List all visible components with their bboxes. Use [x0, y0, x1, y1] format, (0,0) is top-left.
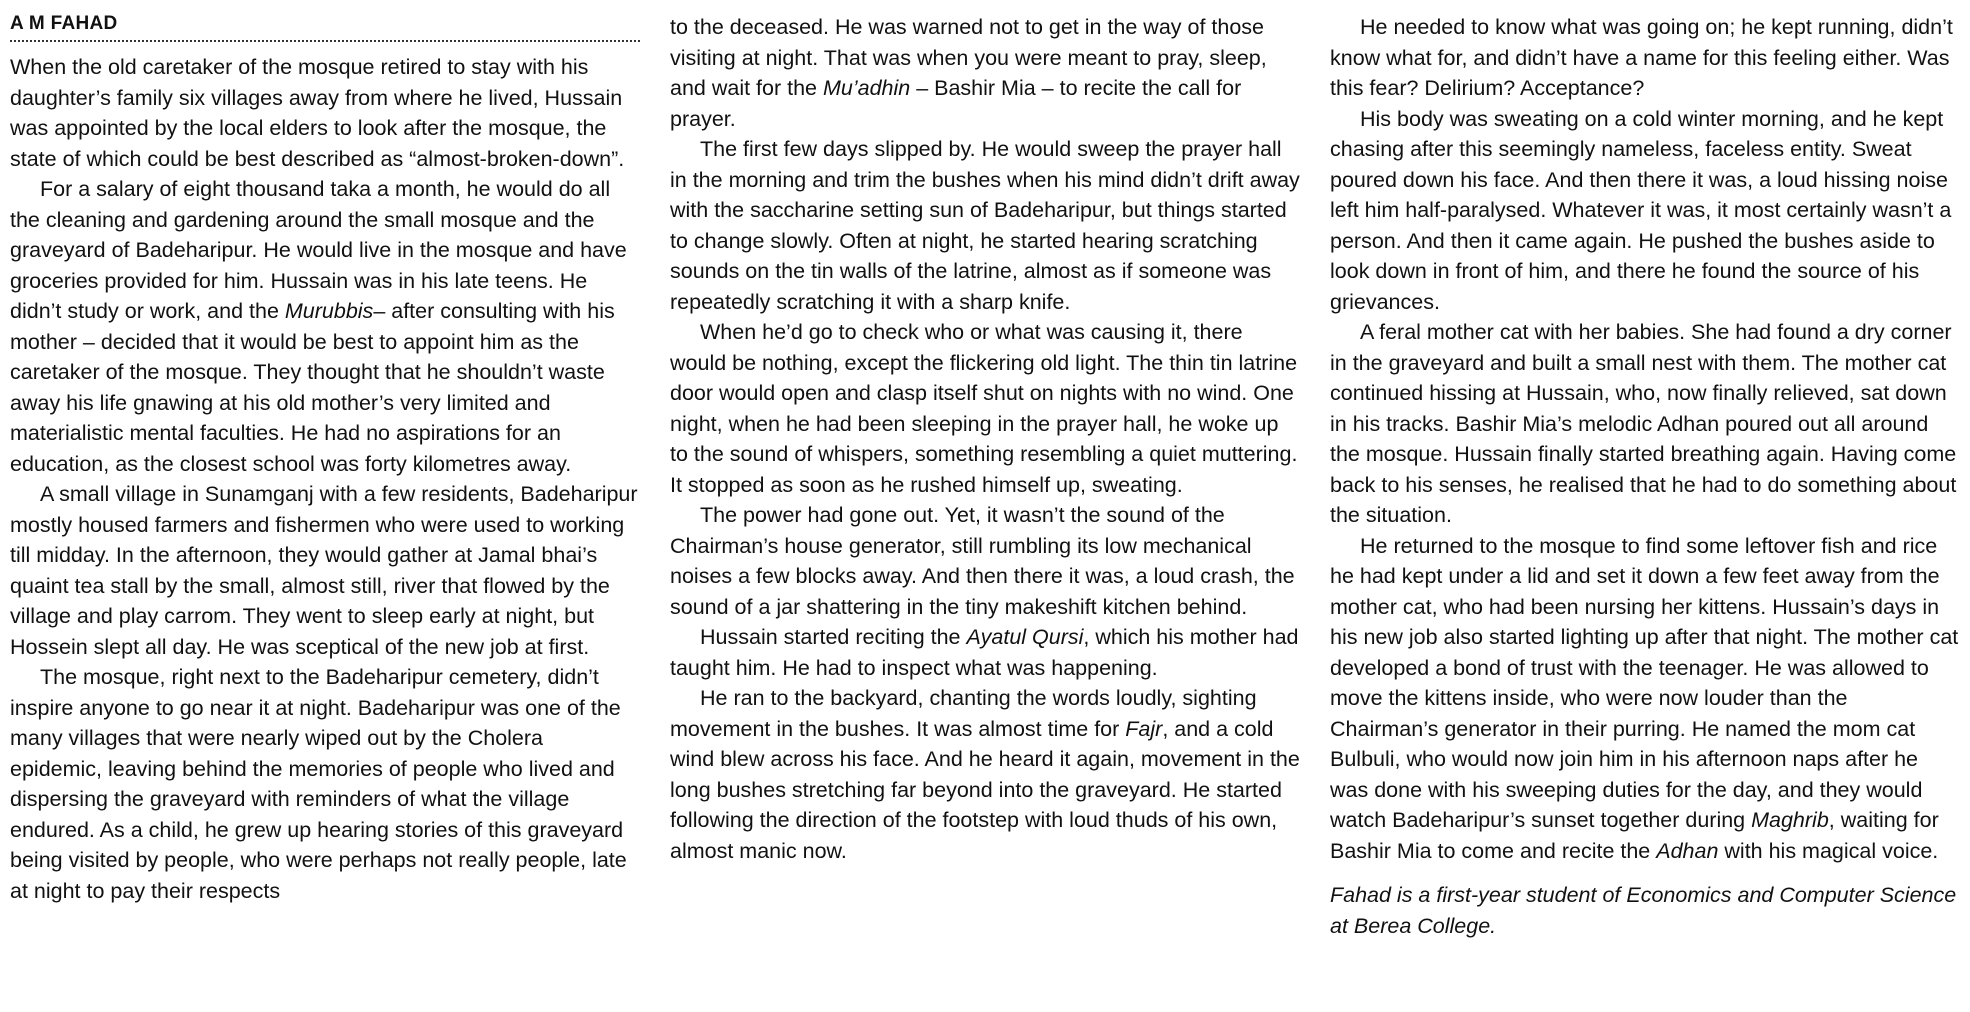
byline-divider	[10, 40, 640, 42]
text-run: He returned to the mosque to find some leftover fish and rice he had kept under a lid and set it down a few feet away from the mother cat, who had been nursing her kittens. Hussain’s days in his new job also started lighting up after that night. The mother cat developed a bond of trust with the teenager. He was allowed to move the kittens inside, who were now louder than the Chairman’s generator in their purring. He named the mom cat Bulbuli, who would now join him in his afternoon naps after he was done with his sweeping duties for the day, and they would watch Badeharipur’s sunset together during	[1330, 533, 1959, 832]
text-run: The first few days slipped by. He would sweep the prayer hall in the morning and trim the bushes when his mind didn’t drift away with the saccharine setting sun of Badeharipur, but things started to change slowly. Often at night, he started hearing scratching sounds on the tin walls of the latrine, almost as if someone was repeatedly scratching it with a sharp knife.	[670, 137, 1300, 314]
text-run: He needed to know what was going on; he kept running, didn’t know what for, and didn’t have a name for this feeling either. Was this fear? Delirium? Acceptance?	[1330, 15, 1953, 100]
article-paragraph	[670, 500, 1300, 622]
text-run: – Bashir Mia – to recite the call for prayer.	[670, 76, 1242, 131]
italic-term: Fajr	[1125, 716, 1163, 741]
italic-term: Ayatul Qursi	[966, 625, 1084, 649]
article-paragraph	[670, 12, 1300, 134]
article-page	[10, 12, 1960, 1002]
article-paragraph	[670, 622, 1300, 683]
article-paragraph	[1330, 531, 1960, 867]
text-run: to the deceased. He was warned not to get in the way of those visiting at night. That was when you were meant to pray, sleep, and wait for the	[670, 15, 1267, 100]
text-run: When he’d go to check who or what was causing it, there would be nothing, except the flickering old light. The thin tin latrine door would open and clasp itself shut on nights with no wind. One night, when he had been sleeping in the prayer hall, he woke up to the sound of whispers, something resembling a quiet muttering. It stopped as soon as he rushed himself up, sweating.	[670, 320, 1298, 497]
text-run: A small village in Sunamganj with a few residents, Badeharipur mostly housed farmers and fishermen who were used to working till midday. In the afternoon, they would gather at Jamal bhai’s quaint tea stall by the small, almost still, river that flowed by the village and play carrom. They went to sleep early at night, but Hossein slept all day. He was sceptical of the new job at first.	[10, 482, 638, 659]
article-paragraph	[10, 662, 640, 906]
text-run: The power had gone out. Yet, it wasn’t the sound of the Chairman’s house generator, still rumbling its low mechanical noises a few blocks away. And then there it was, a loud crash, the sound of a jar shattering in the tiny makeshift kitchen behind.	[670, 503, 1295, 619]
column-body	[10, 52, 640, 906]
article-paragraph	[670, 683, 1300, 866]
italic-term: Adhan	[1656, 838, 1719, 863]
article-column-3	[1330, 12, 1960, 1002]
text-run: Hussain started reciting the	[700, 625, 967, 649]
article-paragraph	[10, 52, 640, 174]
article-paragraph	[1330, 104, 1960, 318]
column-body	[670, 12, 1300, 866]
text-run: , waiting for Bashir Mia to come and recite the	[1330, 808, 1939, 863]
text-run: When the old caretaker of the mosque retired to stay with his daughter’s family six villages away from where he lived, Hussain was appointed by the local elders to look after the mosque, the state of which could be best described as “almost-broken-down”.	[10, 55, 625, 171]
article-paragraph	[10, 479, 640, 662]
article-paragraph	[10, 174, 640, 479]
text-run: , which his mother had taught him. He had to inspect what was happening.	[670, 625, 1299, 680]
text-run: A feral mother cat with her babies. She had found a dry corner in the graveyard and built a small nest with them. The mother cat continued hissing at Hussain, who, now finally relieved, sat down in his tracks. Bashir Mia’s melodic Adhan poured out all around the mosque. Hussain finally started breathing again. Having come back to his senses, he realised that he had to do something about the situation.	[1330, 320, 1957, 527]
author-credit: Fahad is a first-year student of Economics and Computer Science at Berea College.	[1330, 883, 1957, 938]
article-column-1	[10, 12, 640, 1002]
text-run: The mosque, right next to the Badeharipur cemetery, didn’t inspire anyone to go near it at night. Badeharipur was one of the many villages that were nearly wiped out by the Cholera epidemic, leaving behind the memories of people who lived and dispersing the graveyard with reminders of what the village endured. As a child, he grew up hearing stories of this graveyard being visited by people, who were perhaps not really people, late at night to pay their respects	[10, 665, 627, 903]
article-paragraph	[1330, 12, 1960, 104]
italic-term: Murubbis	[284, 299, 374, 323]
article-paragraph	[670, 134, 1300, 317]
column-body	[1330, 12, 1960, 866]
text-run: , and a cold wind blew across his face. And he heard it again, movement in the long bushes stretching far beyond into the graveyard. He started following the direction of the footstep with loud thuds of his own, almost manic now.	[670, 716, 1300, 863]
article-paragraph	[670, 317, 1300, 500]
text-run: – after consulting with his mother – decided that it would be best to appoint him as the caretaker of the mosque. They thought that he shouldn’t waste away his life gnawing at his old mother’s very limited and materialistic mental faculties. He had no aspirations for an education, as the closest school was forty kilometres away.	[10, 299, 615, 476]
article-paragraph	[1330, 317, 1960, 531]
text-run: His body was sweating on a cold winter morning, and he kept chasing after this seemingly nameless, faceless entity. Sweat poured down his face. And then there it was, a loud hissing noise left him half-paralysed. Whatever it was, it most certainly wasn’t a person. And then it came again. He pushed the bushes aside to look down in front of him, and there he found the source of his grievances.	[1330, 106, 1952, 314]
text-run: He ran to the backyard, chanting the words loudly, sighting movement in the bushes. It was almost time for	[670, 686, 1257, 741]
article-column-2	[670, 12, 1300, 1002]
italic-term: Mu’adhin	[822, 76, 911, 100]
author-byline: A M FAHAD	[10, 13, 118, 34]
text-run: with his magical voice.	[1718, 838, 1939, 863]
italic-term: Maghrib	[1751, 808, 1829, 832]
text-run: For a salary of eight thousand taka a month, he would do all the cleaning and gardening around the small mosque and the graveyard of Badeharipur. He would live in the mosque and have groceries provided for him. Hussain was in his late teens. He didn’t study or work, and the	[10, 177, 627, 323]
